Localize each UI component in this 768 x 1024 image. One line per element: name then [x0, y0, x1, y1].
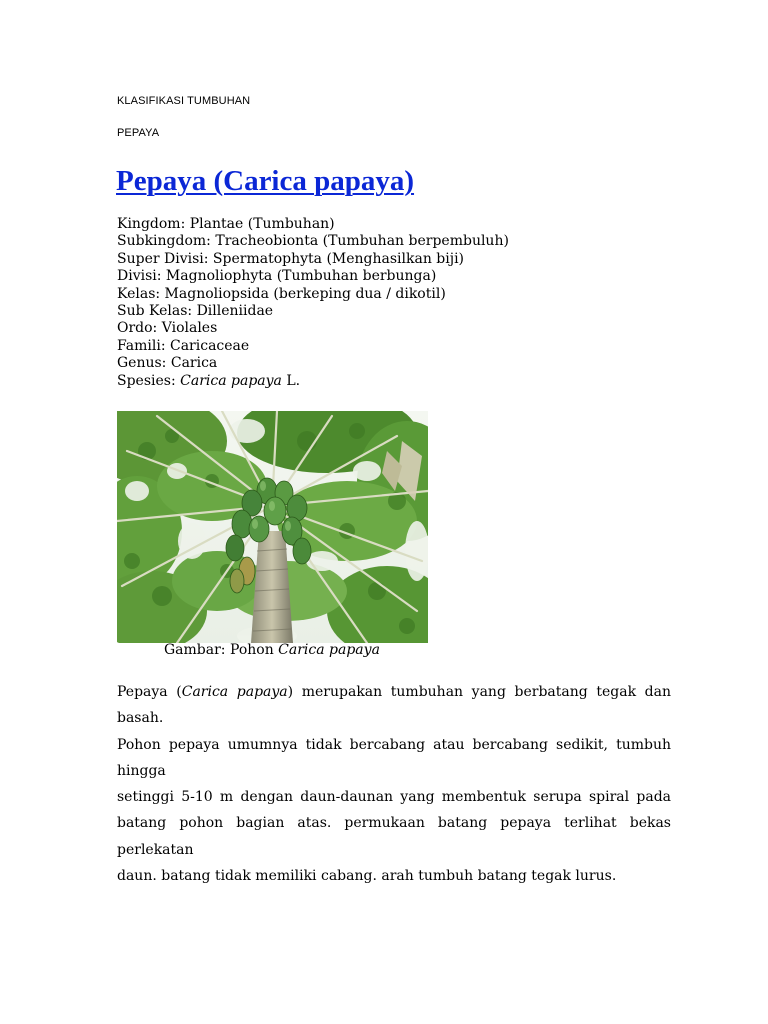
classification-value: Magnoliopsida (berkeping dua / dikotil) — [164, 285, 446, 302]
species-author: L. — [286, 372, 301, 389]
description-paragraph — [117, 679, 671, 889]
classification-label: Famili: — [117, 337, 166, 354]
classification-label: Genus: — [117, 355, 167, 372]
document-heading: KLASIFIKASI TUMBUHAN — [117, 95, 251, 107]
title-link[interactable]: Pepaya (Carica papaya) — [116, 165, 415, 197]
classification-value: Plantae (Tumbuhan) — [189, 216, 335, 232]
classification-row-genus — [117, 355, 509, 372]
line-text: daun. batang tidak memiliki cabang. arah tumbuh batang tegak lurus. — [117, 868, 617, 885]
classification-label: Subkingdom: — [117, 233, 211, 250]
classification-row-sub-kelas — [117, 303, 509, 320]
species-name: Carica papaya — [180, 372, 282, 389]
classification-value: Tracheobionta (Tumbuhan berpembuluh) — [215, 233, 509, 250]
caption-species: Carica papaya — [278, 642, 380, 658]
paragraph-line — [117, 784, 671, 810]
paragraph-line — [117, 863, 671, 889]
classification-row-divisi — [117, 268, 509, 285]
classification-label: Sub Kelas: — [117, 303, 193, 320]
classification-row-kingdom — [117, 216, 509, 233]
classification-value: Caricaceae — [170, 337, 250, 354]
paragraph-line — [117, 732, 671, 785]
line-text: Pepaya ( — [117, 684, 182, 700]
document-subheading: PEPAYA — [117, 127, 160, 139]
classification-row-famili — [117, 338, 509, 355]
classification-row-ordo — [117, 320, 509, 337]
page-title — [116, 163, 414, 199]
classification-row-super-divisi — [117, 251, 509, 268]
papaya-tree-photo-icon — [117, 411, 428, 643]
figure-caption — [164, 642, 380, 659]
line-text: setinggi 5-10 m dengan daun-daunan yang membentuk serupa spiral pada — [117, 789, 671, 806]
classification-row-spesies — [117, 373, 509, 390]
paragraph-line — [117, 810, 671, 863]
classification-value: Spermatophyta (Menghasilkan biji) — [212, 250, 465, 267]
line-text-italic: Carica papaya — [181, 684, 288, 700]
classification-row-kelas — [117, 286, 509, 303]
classification-label: Divisi: — [117, 268, 162, 285]
classification-label: Spesies: — [117, 372, 176, 389]
classification-label: Ordo: — [117, 320, 158, 337]
paragraph-line — [117, 679, 671, 732]
line-text: Pohon pepaya umumnya tidak bercabang atau bercabang sedikit, tumbuh hingga — [117, 736, 671, 779]
classification-value: Magnoliophyta (Tumbuhan berbunga) — [165, 268, 437, 285]
classification-value: Violales — [161, 320, 218, 337]
classification-value: Dilleniidae — [196, 303, 274, 320]
caption-text: Gambar: Pohon — [164, 642, 274, 658]
classification-row-subkingdom — [117, 233, 509, 250]
classification-list — [117, 216, 509, 390]
papaya-tree-image — [117, 411, 428, 643]
classification-label: Super Divisi: — [117, 250, 209, 267]
line-text: ) merupakan tumbuhan yang berbatang tegak dan basah. — [117, 684, 672, 727]
classification-value: Carica — [170, 355, 218, 372]
line-text: batang pohon bagian atas. permukaan batang pepaya terlihat bekas perlekatan — [117, 815, 671, 858]
classification-label: Kingdom: — [117, 216, 186, 232]
classification-label: Kelas: — [117, 285, 161, 302]
